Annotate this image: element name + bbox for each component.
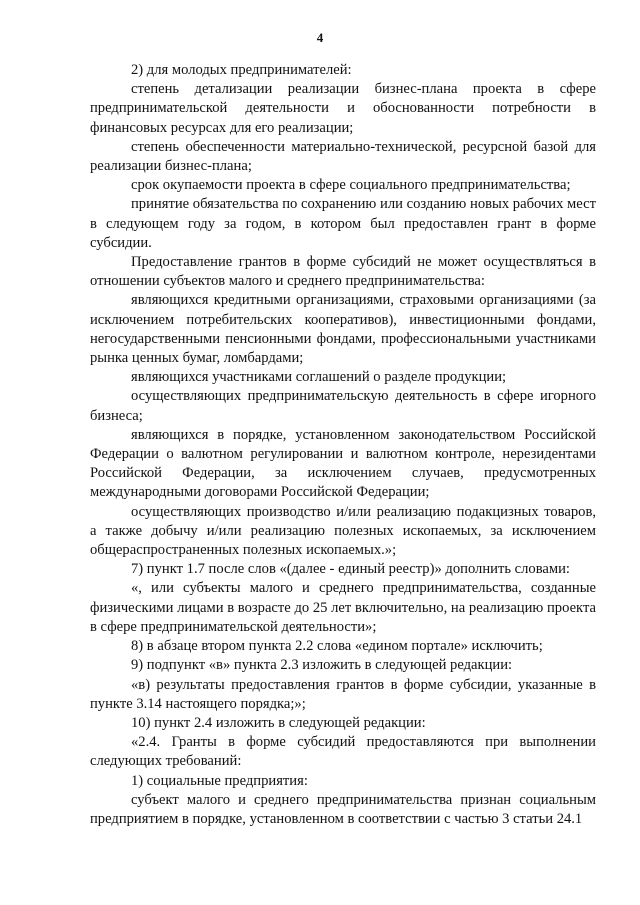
paragraph: Предоставление грантов в форме субсидий не может осуществляться в отношении субъектов малого и среднего предпринимательства: <box>90 254 596 290</box>
paragraph: 7) пункт 1.7 после слов «(далее - единый реестр)» дополнить словами: <box>131 561 570 578</box>
page-number: 4 <box>316 30 324 45</box>
paragraph: являющихся в порядке, установленном законодательством Российской Федерации о валютном регулировании и валютном контроле, нерезидентами Российской Федерации, за исключением случаев, предусмотренных международными договорами Российской Федерации; <box>90 426 596 501</box>
paragraph: степень детализации реализации бизнес-плана проекта в сфере предпринимательской деятельности и обоснованности потребности в финансовых ресурсах для его реализации; <box>90 81 596 136</box>
paragraph: 2) для молодых предпринимателей: <box>131 62 352 78</box>
paragraph: «2.4. Гранты в форме субсидий предоставляются при выполнении следующих требований: <box>90 734 596 770</box>
paragraph: 8) в абзаце втором пункта 2.2 слова «едином портале» исключить; <box>131 638 543 655</box>
paragraph: 1) социальные предприятия: <box>131 772 308 789</box>
paragraph: степень обеспеченности материально-технической, ресурсной базой для реализации бизнес-плана; <box>90 138 596 175</box>
paragraph: осуществляющих производство и/или реализацию подакцизных товаров, а также добычу и/или реализацию полезных ископаемых, за исключением общераспространенных полезных ископаемых.»; <box>90 503 596 559</box>
paragraph: являющихся кредитными организациями, страховыми организациями (за исключением потребительских кооперативов), инвестиционными фондами, негосударственными пенсионными фондами, профессиональными участниками рынка ценных бумаг, ломбардами; <box>90 292 596 367</box>
paragraph: 9) подпункт «в» пункта 2.3 изложить в следующей редакции: <box>131 657 513 674</box>
paragraph: 10) пункт 2.4 изложить в следующей редакции: <box>131 714 426 731</box>
paragraph: осуществляющих предпринимательскую деятельность в сфере игорного бизнеса; <box>90 388 596 424</box>
paragraph: «, или субъекты малого и среднего предпринимательства, созданные физическими лицами в возрасте до 25 лет включительно, на реализацию проекта в сфере предпринимательской деятельности»; <box>90 580 596 635</box>
paragraph: являющихся участниками соглашений о разделе продукции; <box>131 369 507 386</box>
paragraph: «в) результаты предоставления грантов в форме субсидии, указанные в пункте 3.14 настоящего порядка;»; <box>90 676 596 712</box>
paragraph: принятие обязательства по сохранению или созданию новых рабочих мест в следующем году за годом, в котором был предоставлен грант в форме субсидии. <box>90 196 596 251</box>
document-body <box>90 61 596 829</box>
paragraph: срок окупаемости проекта в сфере социального предпринимательства; <box>131 177 571 194</box>
paragraph: субъект малого и среднего предпринимательства признан социальным предприятием в порядке, установленном в соответствии с частью 3 статьи 24.1 <box>90 791 596 827</box>
